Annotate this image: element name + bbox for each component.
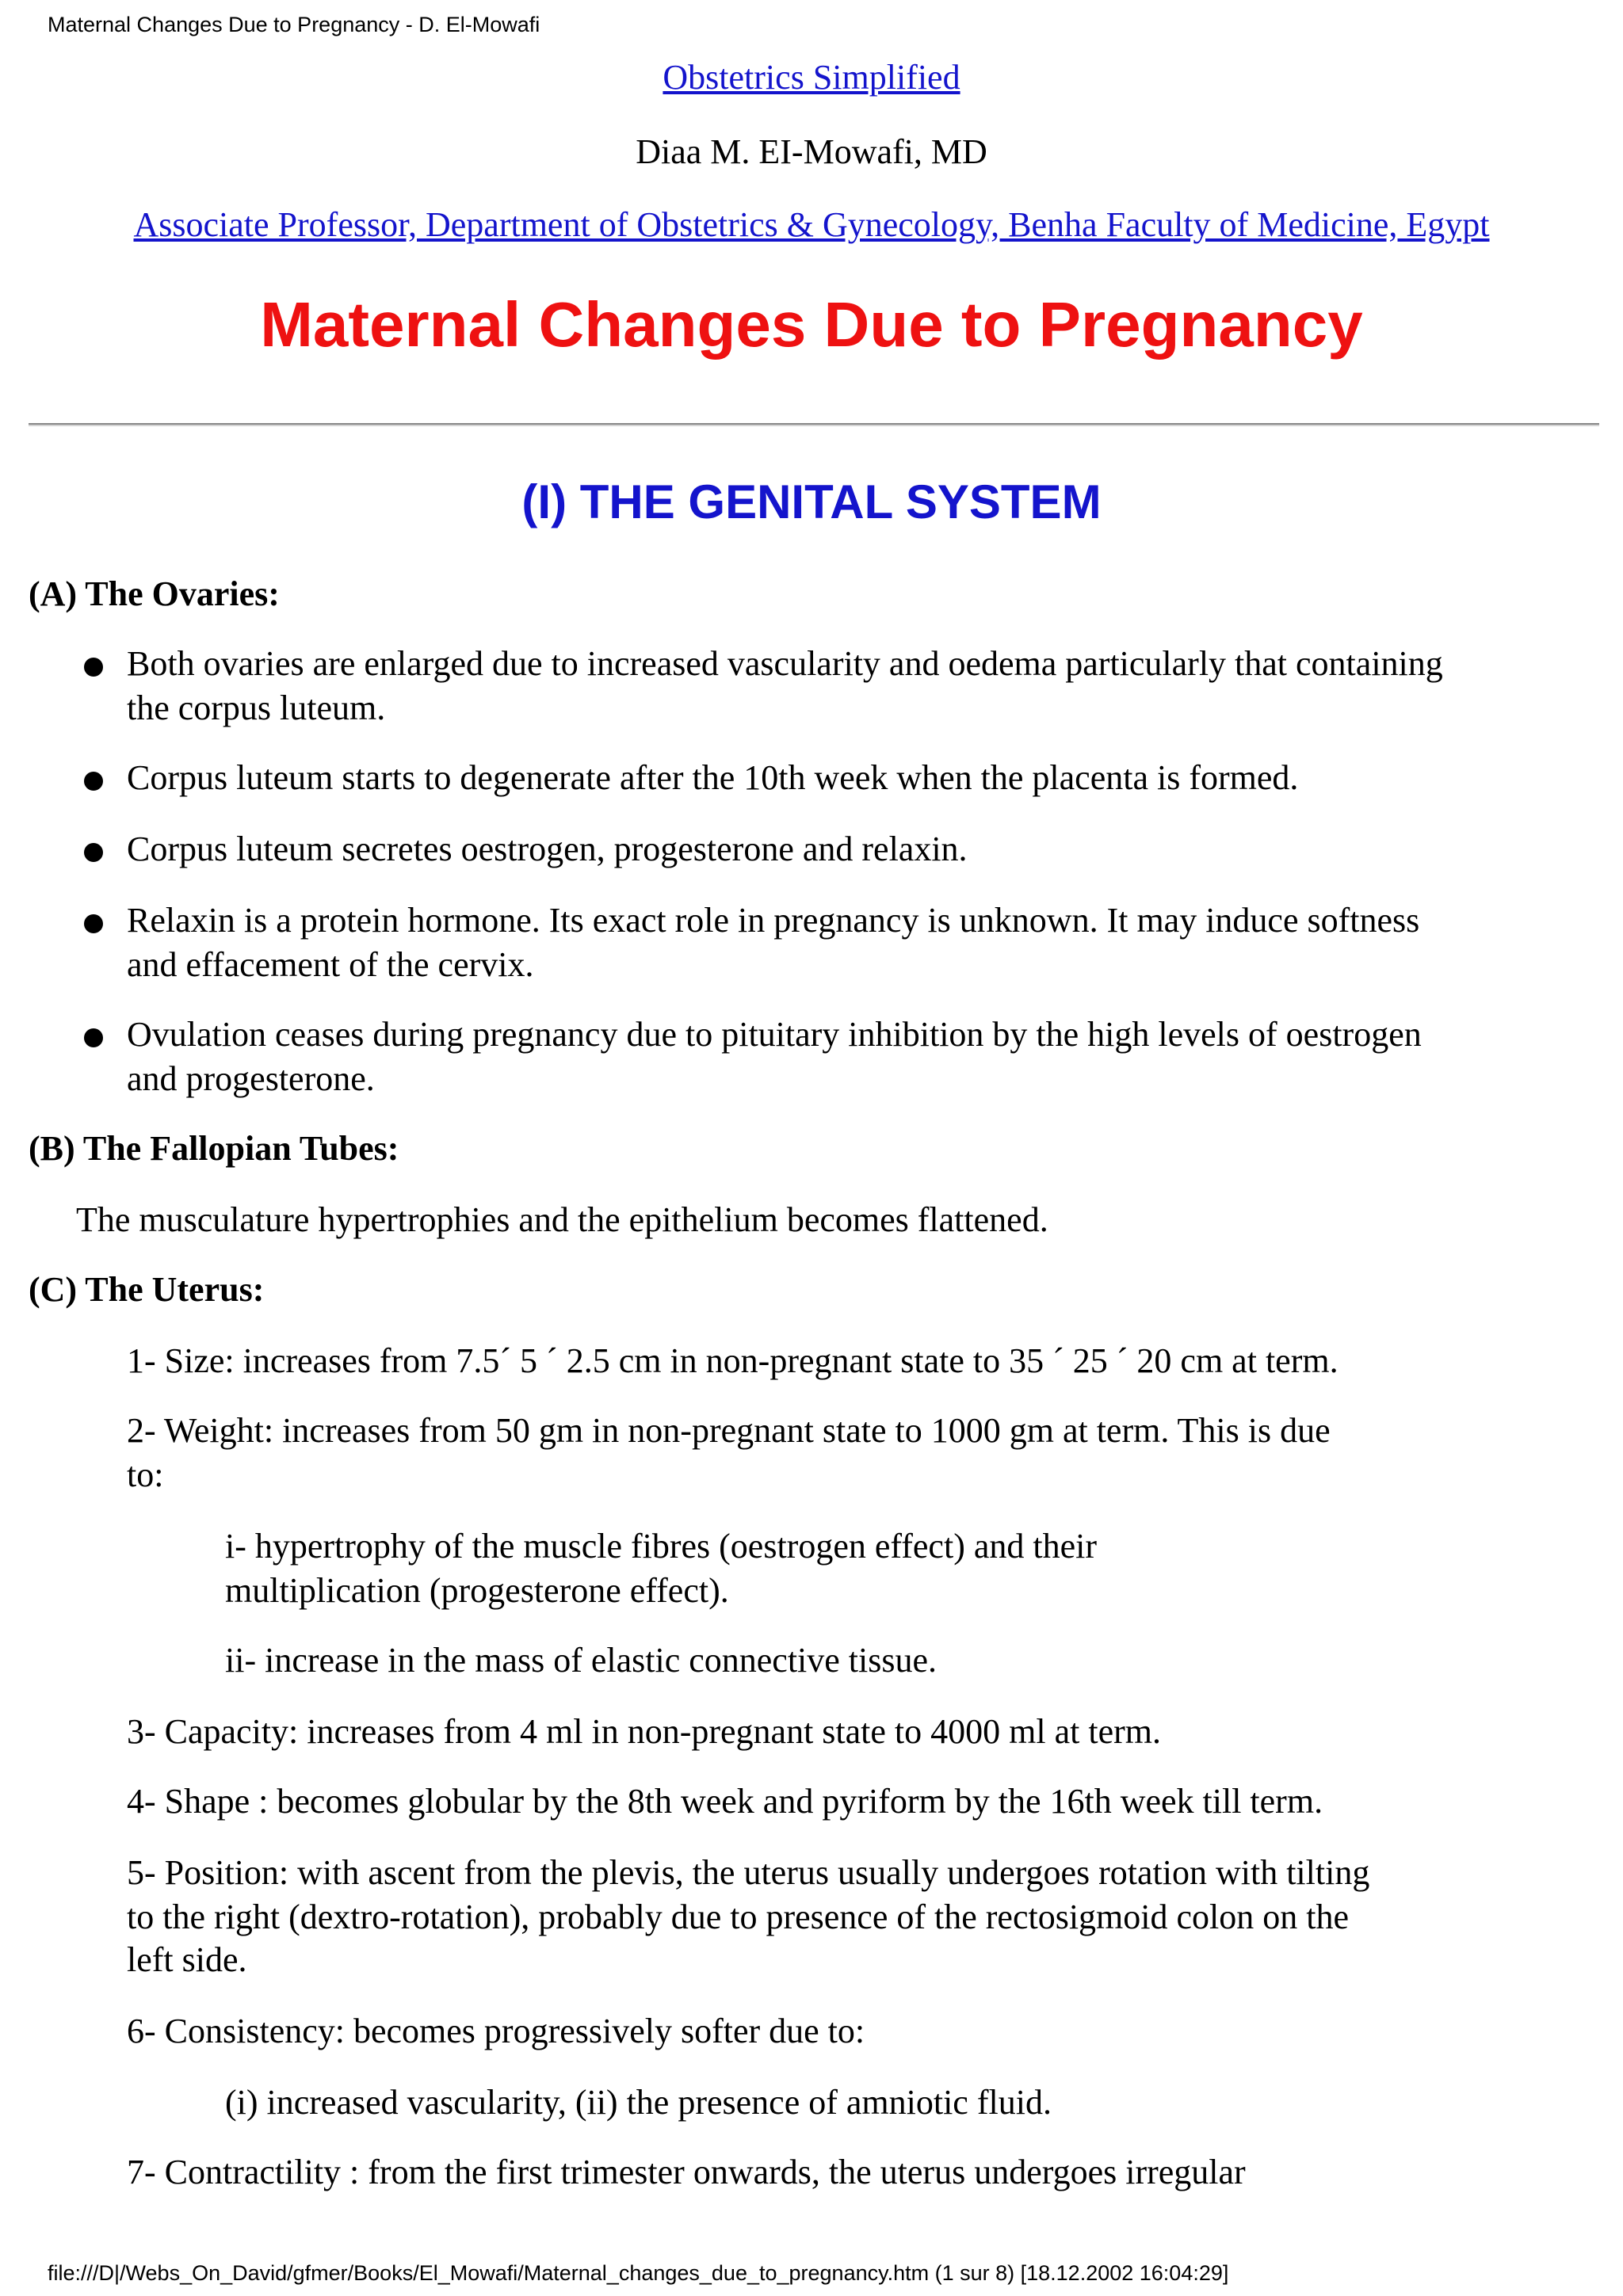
uterus-consistency-sub: (i) increased vascularity, (ii) the presence of amniotic fluid. bbox=[225, 2083, 1052, 2122]
uterus-weight-ii: ii- increase in the mass of elastic connective tissue. bbox=[225, 1641, 938, 1680]
bullet-icon bbox=[84, 914, 103, 933]
uterus-weight-line-2: to: bbox=[127, 1455, 164, 1494]
ovaries-heading: (A) The Ovaries: bbox=[29, 574, 280, 613]
uterus-weight-line-1: 2- Weight: increases from 50 gm in non-pregnant state to 1000 gm at term. This is due bbox=[127, 1411, 1331, 1450]
fallopian-text: The musculature hypertrophies and the epithelium becomes flattened. bbox=[76, 1200, 1048, 1239]
bullet-icon bbox=[84, 1028, 103, 1047]
page-title: Maternal Changes Due to Pregnancy bbox=[260, 289, 1363, 360]
section-title: (I) THE GENITAL SYSTEM bbox=[521, 475, 1102, 528]
uterus-capacity: 3- Capacity: increases from 4 ml in non-pregnant state to 4000 ml at term. bbox=[127, 1712, 1161, 1751]
uterus-heading: (C) The Uterus: bbox=[29, 1270, 265, 1309]
print-footer: file:///D|/Webs_On_David/gfmer/Books/El_Mowafi/Maternal_changes_due_to_pregnancy.htm (1 sur 8) [18.12.2002 16:04:29] bbox=[48, 2261, 1229, 2285]
bullet-icon bbox=[84, 772, 103, 791]
uterus-shape: 4- Shape : becomes globular by the 8th week and pyriform by the 16th week till term. bbox=[127, 1782, 1323, 1821]
uterus-position-line-1: 5- Position: with ascent from the plevis, the uterus usually undergoes rotation with tilting bbox=[127, 1853, 1370, 1892]
ovaries-bullet-3: Corpus luteum secretes oestrogen, progesterone and relaxin. bbox=[127, 830, 968, 868]
site-title-container bbox=[0, 55, 1623, 100]
ovaries-bullet-5-line-2: and progesterone. bbox=[127, 1059, 375, 1098]
author-name: Diaa M. EI-Mowafi, MD bbox=[636, 132, 987, 171]
affiliation-link[interactable]: Associate Professor, Department of Obstetrics & Gynecology, Benha Faculty of Medicine, Egypt bbox=[133, 205, 1490, 244]
horizontal-rule bbox=[29, 423, 1599, 426]
uterus-weight-i-line-2: multiplication (progesterone effect). bbox=[225, 1571, 729, 1610]
uterus-position-line-2: to the right (dextro-rotation), probably due to presence of the rectosigmoid colon on the bbox=[127, 1897, 1349, 1936]
ovaries-bullet-1-line-1: Both ovaries are enlarged due to increased vascularity and oedema particularly that containing bbox=[127, 644, 1443, 683]
uterus-weight-i-line-1: i- hypertrophy of the muscle fibres (oestrogen effect) and their bbox=[225, 1527, 1097, 1566]
ovaries-bullet-5-line-1: Ovulation ceases during pregnancy due to pituitary inhibition by the high levels of oestrogen bbox=[127, 1015, 1422, 1054]
ovaries-bullet-4-line-2: and effacement of the cervix. bbox=[127, 945, 534, 984]
site-title-link[interactable]: Obstetrics Simplified bbox=[663, 58, 960, 97]
uterus-position-line-3: left side. bbox=[127, 1940, 247, 1979]
bullet-icon bbox=[84, 658, 103, 677]
ovaries-bullet-2: Corpus luteum starts to degenerate after the 10th week when the placenta is formed. bbox=[127, 758, 1299, 797]
ovaries-bullet-1-line-2: the corpus luteum. bbox=[127, 688, 386, 727]
uterus-consistency: 6- Consistency: becomes progressively softer due to: bbox=[127, 2012, 865, 2050]
print-header: Maternal Changes Due to Pregnancy - D. El-Mowafi bbox=[48, 13, 540, 36]
affiliation-container bbox=[0, 203, 1623, 247]
uterus-contractility: 7- Contractility : from the first trimester onwards, the uterus undergoes irregular bbox=[127, 2153, 1246, 2191]
ovaries-bullet-4-line-1: Relaxin is a protein hormone. Its exact role in pregnancy is unknown. It may induce softness bbox=[127, 901, 1420, 940]
uterus-size: 1- Size: increases from 7.5´ 5 ´ 2.5 cm in non-pregnant state to 35 ´ 25 ´ 20 cm at term. bbox=[127, 1341, 1338, 1380]
fallopian-heading: (B) The Fallopian Tubes: bbox=[29, 1129, 399, 1168]
bullet-icon bbox=[84, 843, 103, 862]
